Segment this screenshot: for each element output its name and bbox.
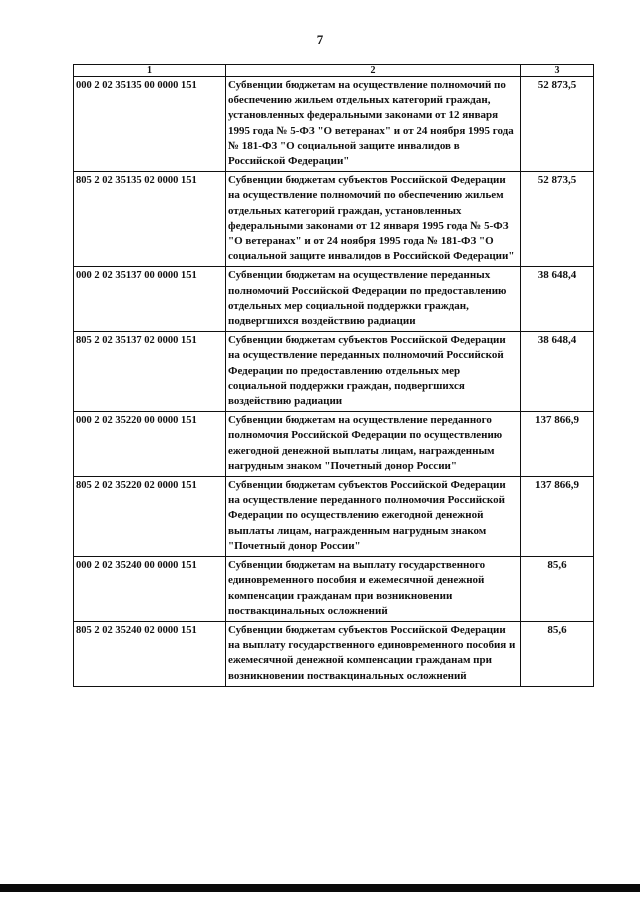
- budget-code-cell: 000 2 02 35220 00 0000 151: [74, 412, 226, 477]
- table-row: [74, 77, 594, 172]
- table-row: [74, 267, 594, 332]
- column-header-code: 1: [74, 65, 226, 77]
- budget-code-cell: 000 2 02 35137 00 0000 151: [74, 267, 226, 332]
- scan-bottom-border: [0, 884, 640, 892]
- description-cell: Субвенции бюджетам субъектов Российской Федерации на осуществление переданных полномочий Российской Федерации по предоставлению отдельных мер социальной поддержки граждан, подвергшихся воздействию радиации: [226, 332, 521, 412]
- amount-cell: 52 873,5: [521, 172, 594, 267]
- description-cell: Субвенции бюджетам субъектов Российской Федерации на осуществление полномочий по обеспечению жильем отдельных категорий граждан, установленных федеральными законами от 12 января 1995 года № 5-ФЗ "О ветеранах" и от 24 ноября 1995 года № 181-ФЗ "О социальной защите инвалидов в Российской Федерации": [226, 172, 521, 267]
- budget-code-cell: 805 2 02 35240 02 0000 151: [74, 621, 226, 686]
- table-row: [74, 477, 594, 557]
- description-cell: Субвенции бюджетам на осуществление переданного полномочия Российской Федерации по осуществлению ежегодной денежной выплаты лицам, награжденным нагрудным знаком "Почетный донор России": [226, 412, 521, 477]
- amount-cell: 137 866,9: [521, 412, 594, 477]
- budget-code-cell: 000 2 02 35240 00 0000 151: [74, 557, 226, 622]
- budget-code-cell: 805 2 02 35220 02 0000 151: [74, 477, 226, 557]
- table-row: [74, 412, 594, 477]
- description-cell: Субвенции бюджетам субъектов Российской Федерации на осуществление переданного полномочия Российской Федерации по осуществлению ежегодной денежной выплаты лицам, награжденным нагрудным знаком "Почетный донор России": [226, 477, 521, 557]
- amount-cell: 38 648,4: [521, 267, 594, 332]
- budget-code-cell: 805 2 02 35137 02 0000 151: [74, 332, 226, 412]
- table-row: [74, 621, 594, 686]
- description-cell: Субвенции бюджетам субъектов Российской Федерации на выплату государственного единовременного пособия и ежемесячной денежной компенсации гражданам при возникновении поствакцинальных осложнений: [226, 621, 521, 686]
- budget-code-cell: 805 2 02 35135 02 0000 151: [74, 172, 226, 267]
- description-cell: Субвенции бюджетам на осуществление полномочий по обеспечению жильем отдельных категорий граждан, установленных федеральными законами от 12 января 1995 года № 5-ФЗ "О ветеранах" и от 24 ноября 1995 года № 181-ФЗ "О социальной защите инвалидов в Российской Федерации": [226, 77, 521, 172]
- description-cell: Субвенции бюджетам на осуществление переданных полномочий Российской Федерации по предоставлению отдельных мер социальной поддержки граждан, подвергшихся воздействию радиации: [226, 267, 521, 332]
- table-row: [74, 557, 594, 622]
- amount-cell: 137 866,9: [521, 477, 594, 557]
- table-row: [74, 332, 594, 412]
- amount-cell: 38 648,4: [521, 332, 594, 412]
- page-number: 7: [316, 32, 324, 47]
- description-cell: Субвенции бюджетам на выплату государственного единовременного пособия и ежемесячной денежной компенсации гражданам при возникновении поствакцинальных осложнений: [226, 557, 521, 622]
- budget-code-cell: 000 2 02 35135 00 0000 151: [74, 77, 226, 172]
- table-header-row: [74, 65, 594, 77]
- amount-cell: 85,6: [521, 557, 594, 622]
- column-header-amount: 3: [521, 65, 594, 77]
- amount-cell: 85,6: [521, 621, 594, 686]
- column-header-description: 2: [226, 65, 521, 77]
- budget-table: [73, 64, 594, 687]
- amount-cell: 52 873,5: [521, 77, 594, 172]
- table-row: [74, 172, 594, 267]
